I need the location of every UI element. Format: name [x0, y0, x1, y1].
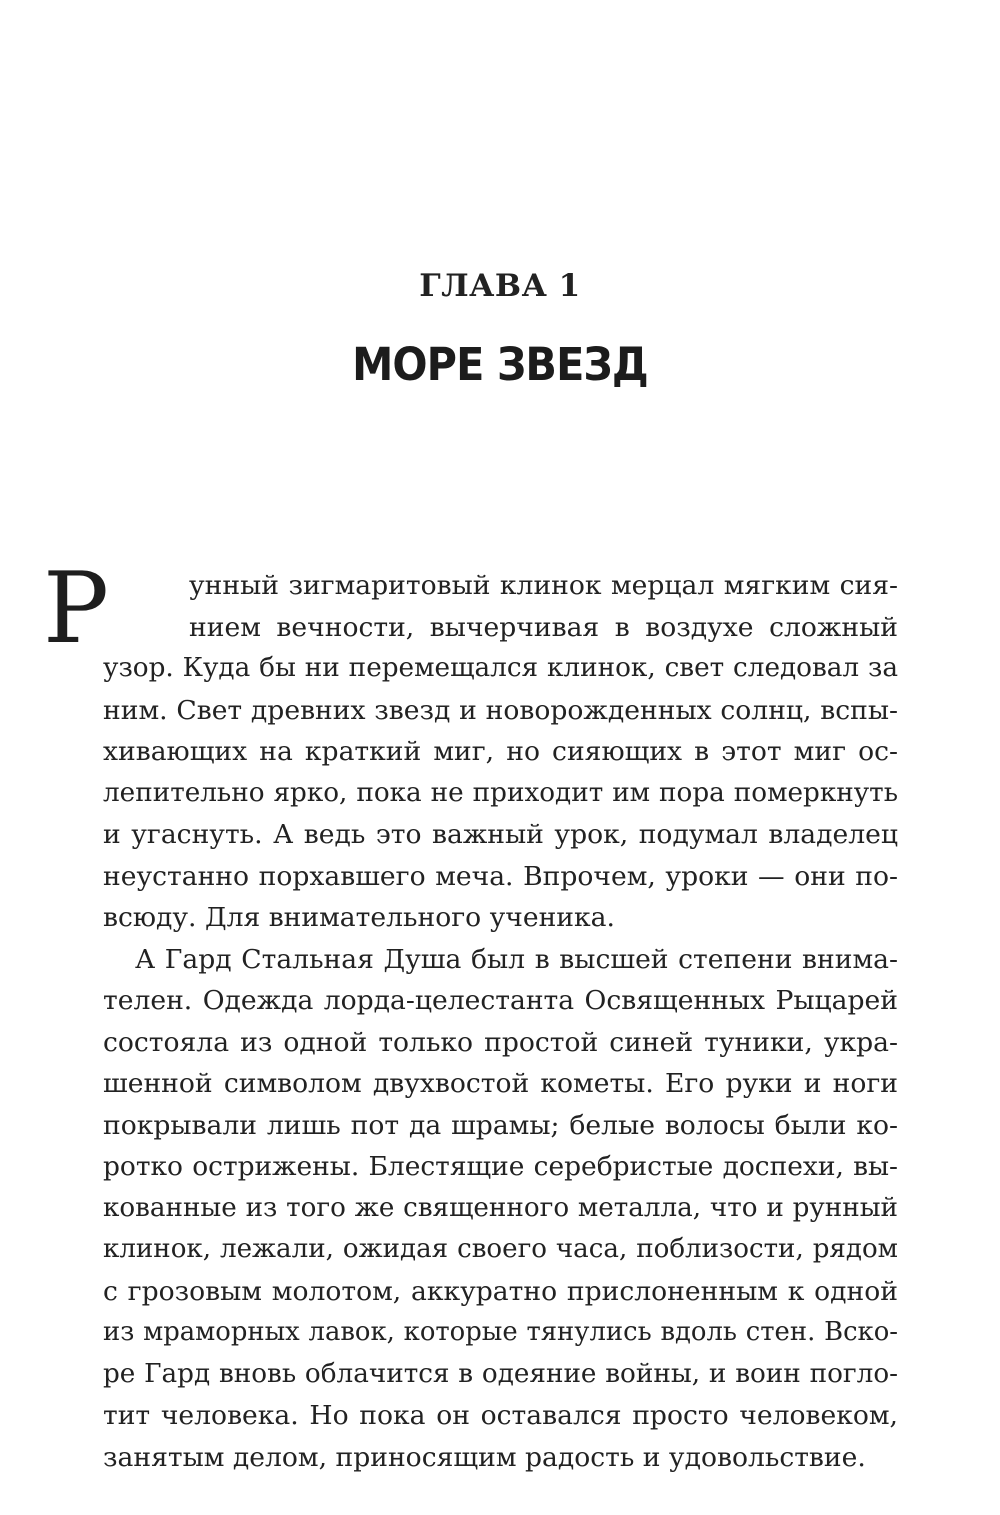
text-line: шенной символом двухвостой кометы. Его руки и ноги [103, 1068, 898, 1099]
chapter-title: МОРЕ ЗВЕЗД [352, 338, 648, 391]
text-line: из мраморных лавок, которые тянулись вдоль стен. Вско- [103, 1317, 898, 1347]
text-line: ре Гард вновь облачится в одеяние войны, и воин погло- [103, 1358, 898, 1389]
text-line: с грозовым молотом, аккуратно прислоненным к одной [103, 1275, 898, 1307]
text-line: тит человека. Но пока он оставался просто человеком, [103, 1400, 898, 1431]
text-line: занятым делом, приносящим радость и удовольствие. [103, 1441, 866, 1473]
text-line: кованные из того же священного металла, что и рунный [103, 1192, 898, 1223]
text-line: унный зигмаритовый клинок мерцал мягким сия- [189, 570, 898, 601]
text-line: ротко острижены. Блестящие серебристые доспехи, вы- [103, 1151, 898, 1182]
text-line: покрывали лишь пот да шрамы; белые волосы были ко- [103, 1109, 898, 1141]
text-line: неустанно порхавшего меча. Впрочем, уроки — они по- [103, 860, 898, 892]
text-line: узор. Куда бы ни перемещался клинок, свет следовал за [103, 653, 898, 683]
text-line: ним. Свет древних звезд и новорожденных солнц, вспы- [103, 694, 898, 726]
text-line: нием вечности, вычерчивая в воздухе сложный [189, 611, 898, 643]
text-line: всюду. Для внимательного ученика. [103, 902, 615, 933]
text-line: и угаснуть. А ведь это важный урок, подумал владелец [103, 819, 898, 850]
chapter-body [43, 552, 898, 1478]
text-line: клинок, лежали, ожидая своего часа, поблизости, рядом [103, 1234, 898, 1264]
text-line: хивающих на краткий миг, но сияющих в этот миг ос- [103, 736, 898, 767]
text-line: лепительно ярко, пока не приходит им пора померкнуть [103, 777, 898, 808]
drop-cap-letter: Р [43, 552, 109, 666]
text-line: состояла из одной только простой синей туники, укра- [103, 1026, 898, 1058]
text-line: телен. Одежда лорда-целестанта Освященных Рыцарей [103, 985, 898, 1016]
chapter-number: ГЛАВА 1 [419, 268, 581, 304]
text-line: А Гард Стальная Душа был в высшей степени внима- [135, 943, 898, 975]
